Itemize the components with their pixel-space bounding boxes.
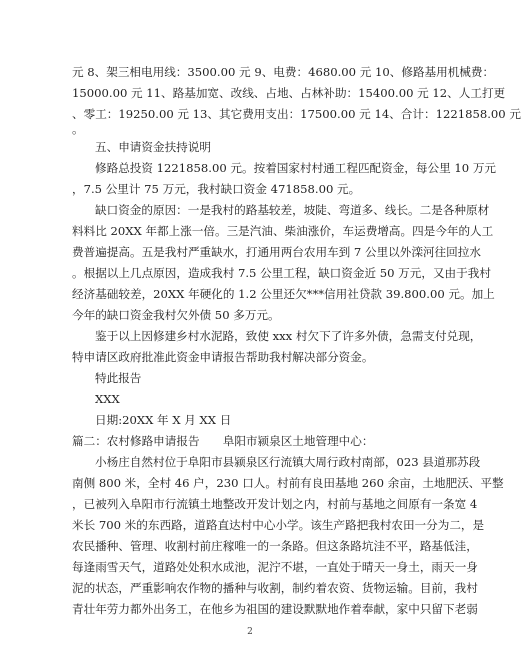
- text-line: 青壮年劳力都外出务工，在他乡为祖国的建设默默地作着奉献，家中只留下老弱: [72, 602, 478, 616]
- text-line: 经济基础较差，20XX 年硬化的 1.2 公里还欠***信用社贷款 39.800.00 元。加上: [72, 287, 495, 301]
- text-line: ，已被列入阜阳市行流镇土地整改开发计划之内，村前与基地之间原有一条宽 4: [72, 497, 478, 511]
- text-line: ，7.5 公里计 75 万元，我村缺口资金 471858.00 元。: [72, 182, 361, 196]
- text-line: 鉴于以上因修建乡村水泥路，致使 xxx 村欠下了许多外债，急需支付兑现，: [95, 329, 482, 343]
- text-line: 缺口资金的原因：一是我村的路基较差，坡陡、弯道多、线长。二是各种原材: [95, 203, 490, 217]
- date-line: 日期:20XX 年 X 月 XX 日: [95, 413, 232, 427]
- text-line: 费普遍提高。五是我村严重缺水，打通用两台农用车到 7 公里以外滦河往回拉水: [72, 245, 481, 259]
- text-line: 、零工：19250.00 元 13、其它费用支出：17500.00 元 14、合计：1221858.00 元: [72, 107, 521, 121]
- closing-text: 特此报告: [95, 371, 142, 385]
- text-line: 。根据以上几点原因，造成我村 7.5 公里工程，缺口资金近 50 万元，又由于我村: [72, 266, 491, 280]
- text-line: 今年的缺口资金我村欠外债 50 多万元。: [72, 308, 280, 322]
- text-line: 修路总投资 1221858.00 元。按着国家村村通工程匹配资金，每公里 10 万元: [95, 161, 497, 175]
- text-line: 南侧 800 米，全村 46 户，230 口人。村前有良田基地 260 余亩，土地肥沃、平整: [72, 476, 504, 490]
- text-line: 料料比 20XX 年都上涨一倍。三是汽油、柴油涨价，车运费增高。四是今年的人工: [72, 224, 494, 238]
- signature: XXX: [95, 392, 120, 406]
- text-line: 小杨庄自然村位于阜阳市县颍泉区行流镇大周行政村南部，023 县道那苏段: [95, 455, 481, 469]
- page-number: 2: [247, 627, 253, 637]
- section-heading: 篇二：农村修路申请报告 阜阳市颍泉区土地管理中心：: [72, 434, 374, 448]
- text-line: 每逢雨雪天气，道路处处积水成池，泥泞不堪，一直处于晴天一身土，雨天一身: [72, 560, 478, 574]
- text-line: 农民播种、管理、收割村前庄稼唯一的一条路。但这条路坑洼不平，路基低洼，: [72, 539, 478, 553]
- text-line: 。: [72, 122, 84, 136]
- text-line: 泥的状态，严重影响农作物的播种与收割，制约着农资、货物运输。目前，我村: [72, 581, 478, 595]
- text-line: 特申请区政府批准此资金申请报告帮助我村解决部分资金。: [72, 350, 374, 364]
- text-line: 元 8、架三相电用线：3500.00 元 9、电费：4680.00 元 10、修路基用机械费：: [72, 65, 495, 79]
- text-line: 15000.00 元 11、路基加宽、改线、占地、占林补助：15400.00 元 12、人工打更: [72, 86, 506, 100]
- section-heading: 五、申请资金扶持说明: [95, 140, 211, 154]
- text-line: 米长 700 米的东西路，道路直达村中心小学。该生产路把我村农田一分为二，是: [72, 518, 485, 532]
